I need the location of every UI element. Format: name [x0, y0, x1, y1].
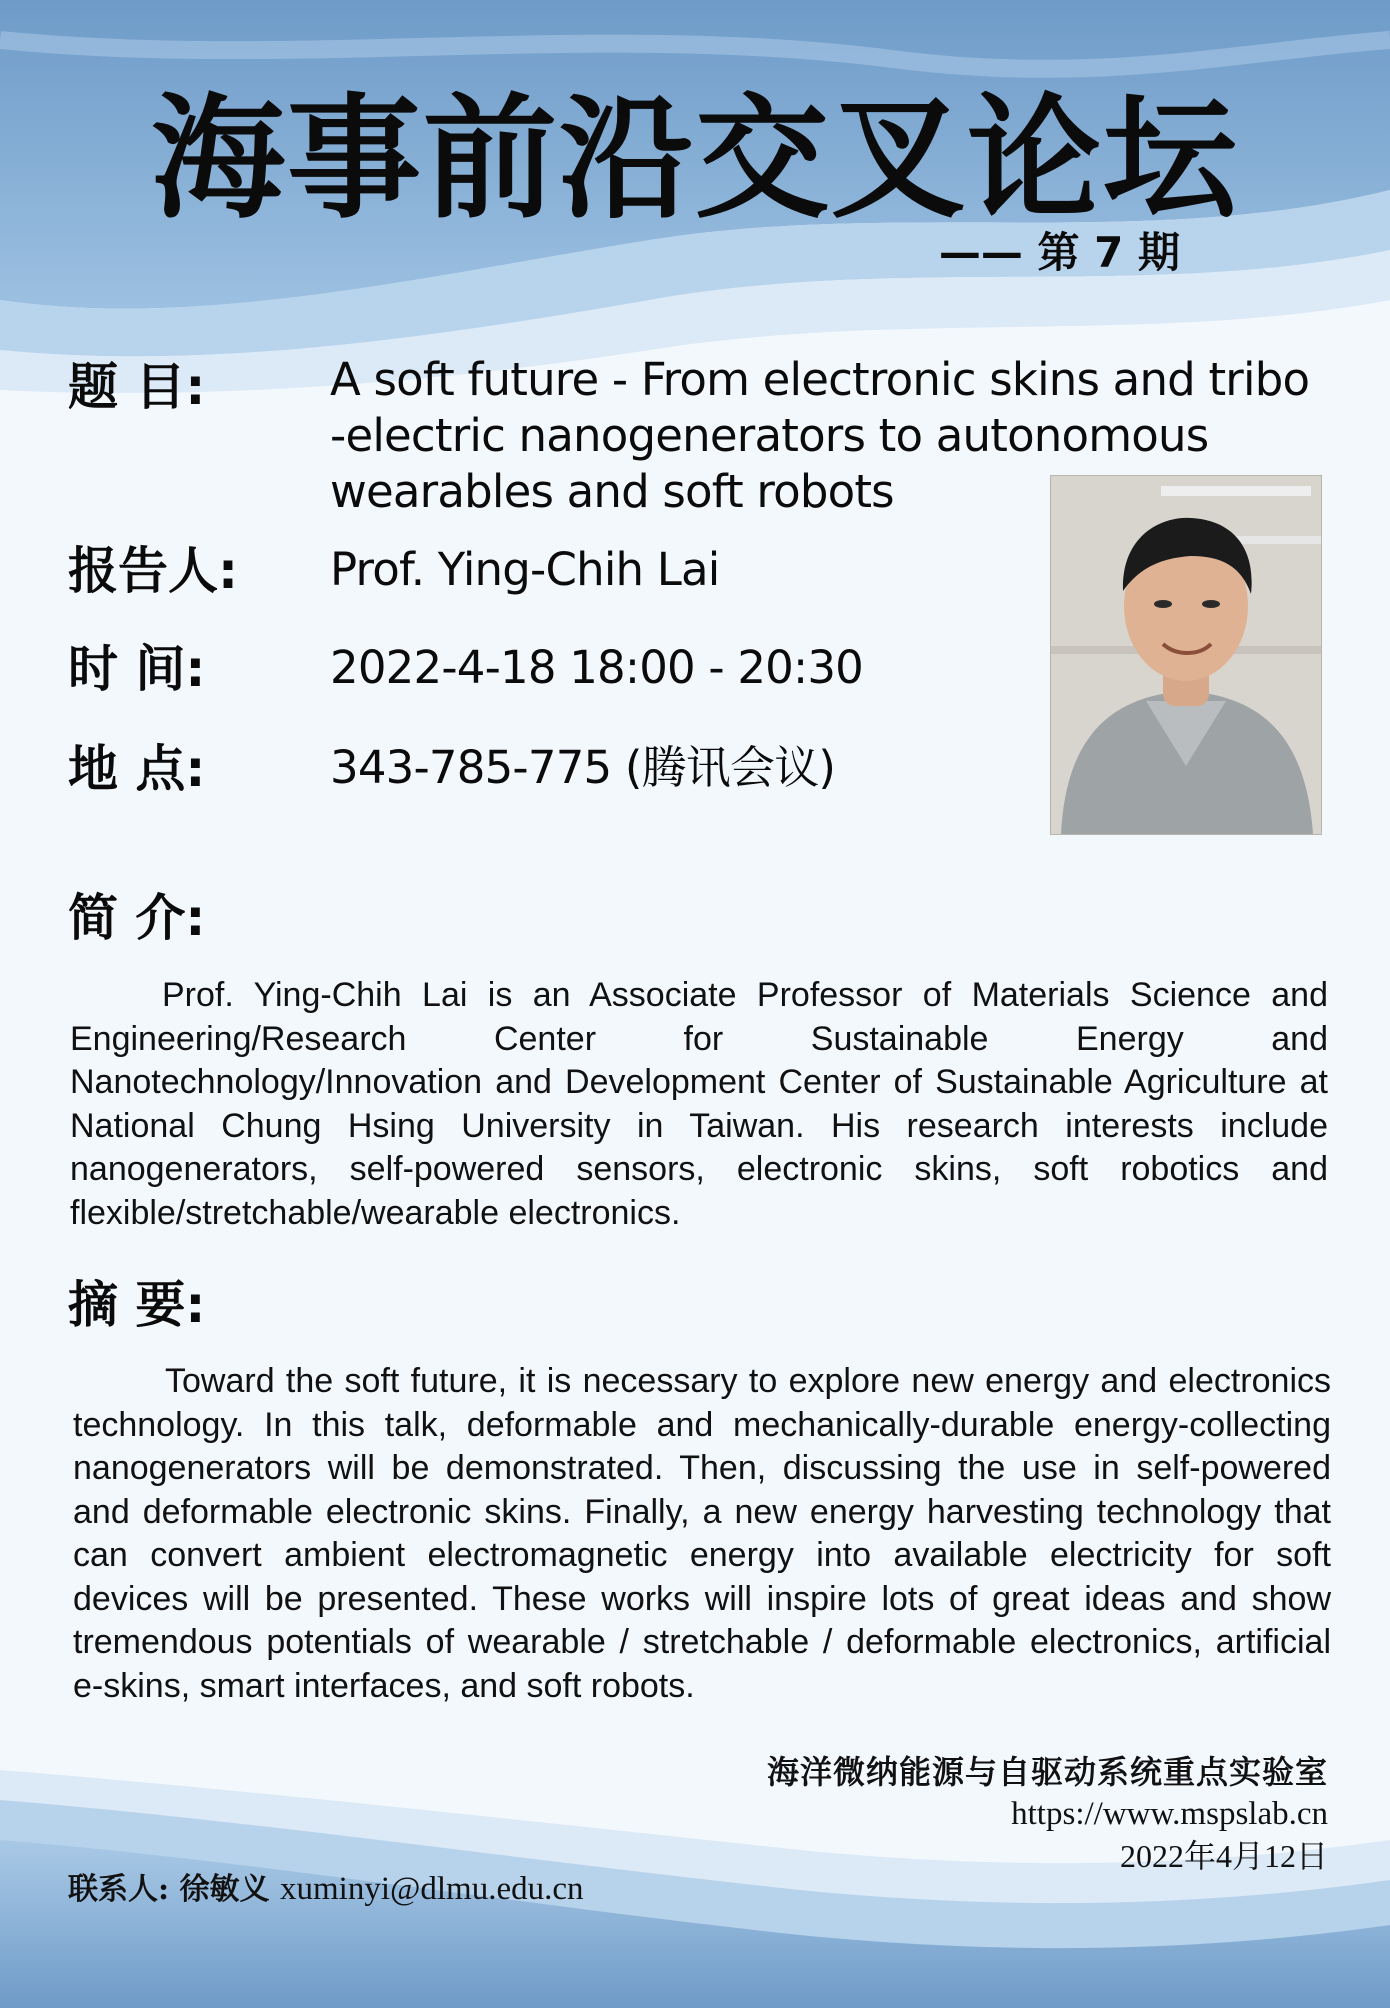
contact-info	[68, 1873, 584, 1906]
lab-url-link[interactable]: https://www.mspslab.cn	[1011, 1796, 1328, 1832]
bio-label: 简 介:	[68, 889, 206, 947]
topic-label: 题 目:	[68, 358, 206, 416]
bio-paragraph	[70, 974, 1328, 1235]
contact-email-link[interactable]: xuminyi@dlmu.edu.cn	[279, 1871, 584, 1907]
lab-name: 海洋微纳能源与自驱动系统重点实验室	[766, 1753, 1328, 1791]
topic-value: A soft future - From electronic skins and tribo -electric nanogenerators to autonomous wearables and soft robots	[330, 353, 1310, 518]
bio-text: Prof. Ying-Chih Lai is an Associate Professor of Materials Science and Engineering/Research Center for Sustainable Energy and Nanotechnology/Innovation and Development Center of Sustainable Agriculture at National Chung Hsing University in Taiwan. His research interests include nanogenerators, self-powered sensors, electronic skins, soft robotics and flexible/stretchable/wearable electronics.	[70, 976, 1328, 1232]
time-label: 时 间:	[68, 640, 206, 698]
location-value: 343-785-775 (腾讯会议)	[330, 741, 836, 794]
abstract-text: Toward the soft future, it is necessary to explore new energy and electronics technology. In this talk, deformable and mechanically-durable energy-collecting nanogenerators will be demonstrated. Then, discussing the use in self-powered and deformable electronic skins. Finally, a new energy harvesting technology that can convert ambient electromagnetic energy into available electricity for soft devices will be presented. These works will inspire lots of great ideas and show tremendous potentials of wearable / stretchable / deformable electronics, artificial e-skins, smart interfaces, and soft robots.	[73, 1362, 1331, 1705]
speaker-photo	[1050, 475, 1322, 835]
publish-date: 2022年4月12日	[1119, 1838, 1328, 1874]
poster-title: 海事前沿交叉论坛	[150, 81, 1239, 237]
abstract-paragraph	[73, 1360, 1331, 1708]
speaker-value: Prof. Ying-Chih Lai	[330, 543, 720, 596]
time-value: 2022-4-18 18:00 - 20:30	[330, 641, 864, 694]
issue-number: —— 第 7 期	[938, 228, 1180, 277]
abstract-label: 摘 要:	[68, 1276, 206, 1334]
contact-label: 联系人: 徐敏义	[68, 1872, 270, 1907]
location-label: 地 点:	[68, 740, 206, 798]
portrait-illustration	[1051, 476, 1321, 834]
speaker-label: 报告人:	[68, 542, 238, 600]
